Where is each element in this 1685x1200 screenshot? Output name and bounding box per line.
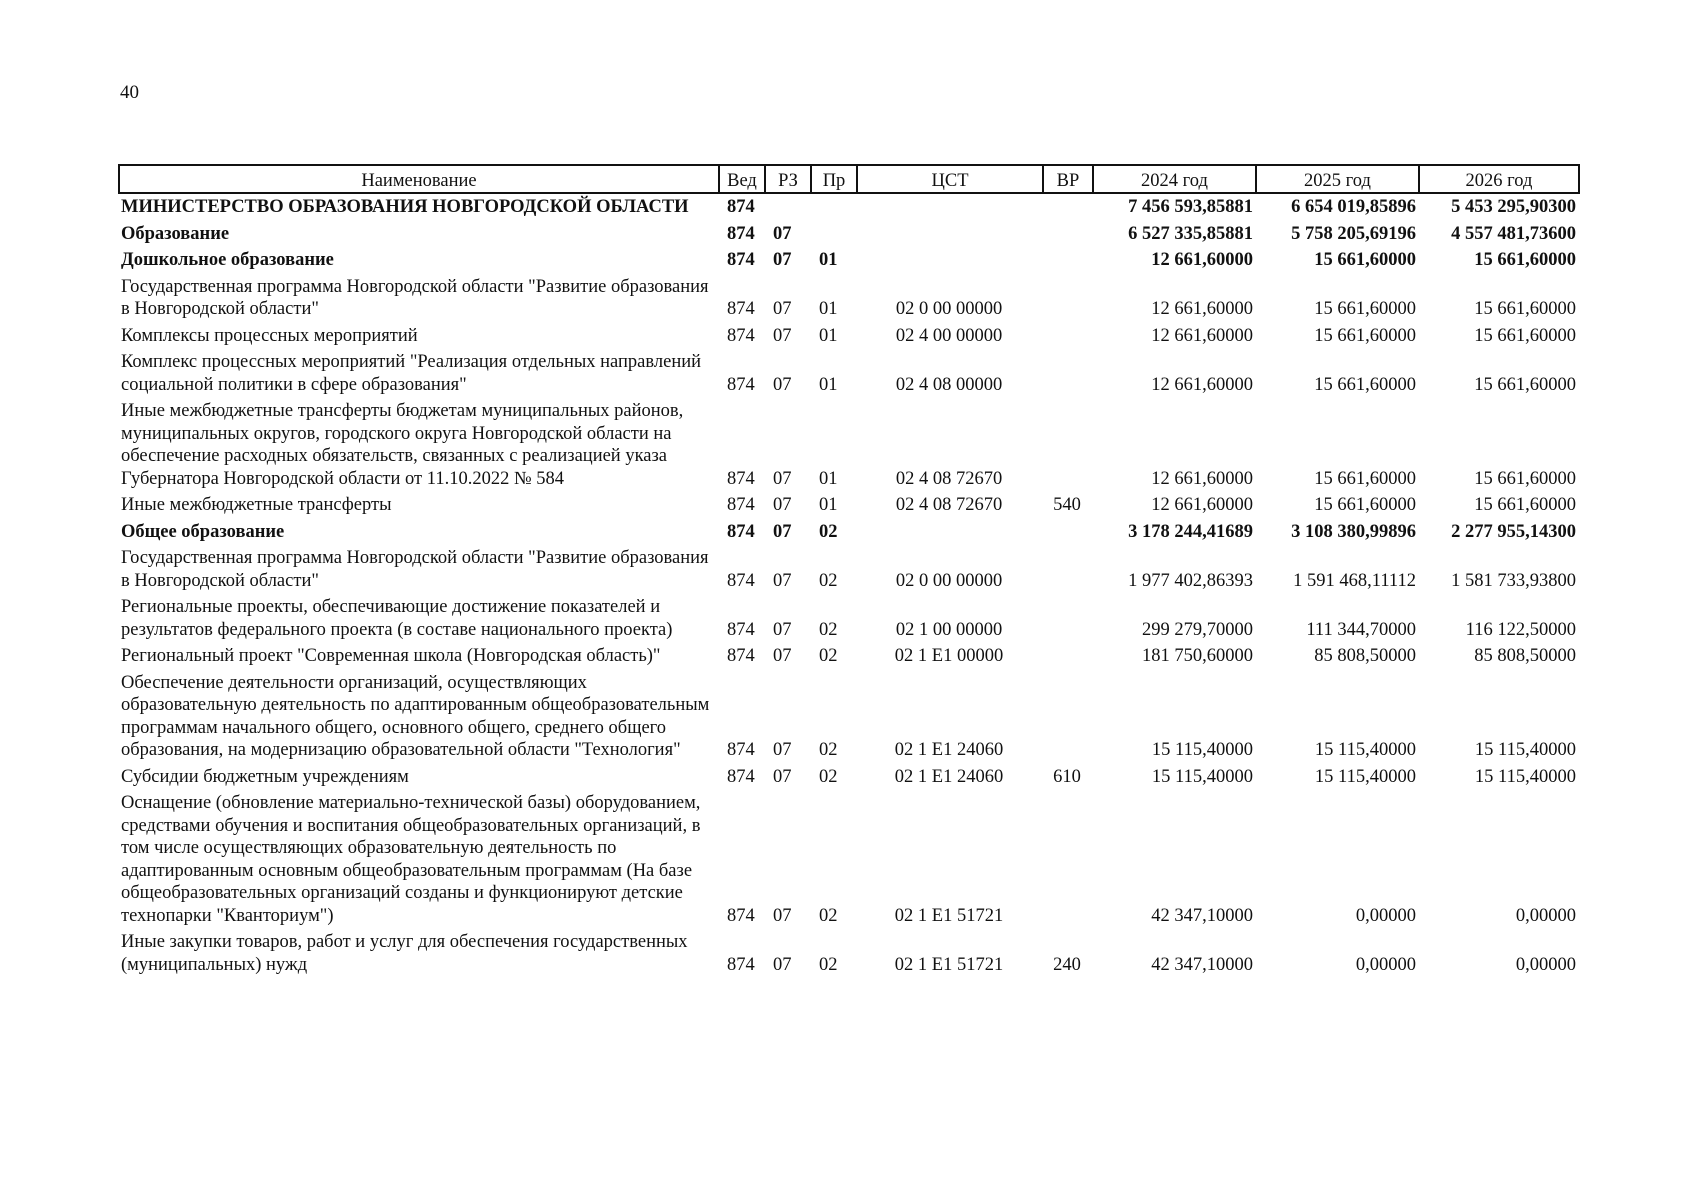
- row-ved-cell: 874: [727, 740, 755, 760]
- table-header: [119, 165, 1579, 193]
- row-rz-cell: 07: [773, 521, 792, 542]
- row-cst-cell: 02 4 08 72670: [895, 495, 1003, 515]
- row-rz-cell: 07: [773, 495, 792, 515]
- page-number: 40: [120, 82, 139, 103]
- row-2024-cell: 6 527 335,85881: [1128, 223, 1253, 244]
- row-name-cell: Обеспечение деятельности организаций, осуществляющих образовательную деятельность по адаптированным общеобразовательным программам начального общего, основного общего, среднего общего образования, на модернизацию образовательной области "Технология": [121, 672, 710, 760]
- row-rz-cell: 07: [773, 250, 792, 270]
- row-2024-cell: 12 661,60000: [1151, 495, 1253, 515]
- row-pr-cell: 01: [819, 250, 838, 270]
- row-ved-cell: 874: [727, 374, 755, 395]
- row-cst-cell: 02 0 00 00000: [895, 299, 1003, 319]
- table-row: [119, 929, 1579, 978]
- row-pr-cell: 02: [819, 570, 838, 591]
- row-rz-cell: 07: [773, 570, 792, 591]
- row-2024-cell: 12 661,60000: [1151, 299, 1253, 319]
- header-vr: ВР: [1043, 165, 1093, 193]
- row-2025-cell: 6 654 019,85896: [1291, 197, 1416, 217]
- row-2025-cell: 15 115,40000: [1314, 740, 1416, 760]
- table-row: [119, 247, 1579, 274]
- row-2024-cell: 7 456 593,85881: [1128, 197, 1253, 217]
- row-ved-cell: 874: [727, 495, 755, 515]
- row-2024-cell: 299 279,70000: [1142, 619, 1253, 640]
- row-cst-cell: 02 1 E1 51721: [894, 954, 1004, 975]
- row-vr-cell: [1043, 349, 1093, 398]
- row-2026-cell: 0,00000: [1515, 954, 1576, 975]
- row-2025-cell: 85 808,50000: [1314, 646, 1416, 666]
- row-name-cell: МИНИСТЕРСТВО ОБРАЗОВАНИЯ НОВГОРОДСКОЙ ОБЛАСТИ: [121, 197, 689, 217]
- row-2026-cell: 15 115,40000: [1474, 740, 1576, 760]
- row-2024-cell: 12 661,60000: [1151, 325, 1253, 346]
- row-pr-cell: 01: [819, 374, 838, 395]
- row-rz-cell: 07: [773, 740, 792, 760]
- row-name-cell: Иные межбюджетные трансферты бюджетам муниципальных районов, муниципальных округов, городского округа Новгородской области на обеспечение расходных обязательств, связанных с реализацией указа Губернатора Новгородской области от 11.10.2022 № 584: [121, 401, 684, 489]
- row-pr-cell: 02: [819, 905, 838, 926]
- row-2026-cell: 15 661,60000: [1474, 374, 1576, 395]
- row-vr-cell: [1043, 670, 1093, 764]
- row-ved-cell: 874: [727, 468, 755, 489]
- table-row: [119, 349, 1579, 398]
- row-ved-cell: 874: [727, 905, 755, 926]
- header-2024: 2024 год: [1093, 165, 1256, 193]
- header-cst: ЦСТ: [857, 165, 1043, 193]
- row-2024-cell: 12 661,60000: [1151, 250, 1253, 270]
- row-2025-cell: 15 661,60000: [1314, 325, 1416, 346]
- row-name-cell: Комплекс процессных мероприятий "Реализация отдельных направлений социальной политики в сфере образования": [121, 352, 702, 395]
- row-ved-cell: 874: [727, 619, 755, 640]
- row-pr-cell: 02: [819, 521, 838, 542]
- row-pr-cell: 02: [819, 954, 838, 975]
- row-rz-cell: 07: [773, 223, 792, 244]
- row-pr-cell: 01: [819, 299, 838, 319]
- row-2026-cell: 1 581 733,93800: [1451, 570, 1576, 591]
- table-row: [119, 764, 1579, 791]
- row-pr-cell: 01: [819, 325, 838, 346]
- row-ved-cell: 874: [727, 197, 755, 217]
- row-ved-cell: 874: [727, 521, 755, 542]
- row-cst-cell: [857, 221, 1043, 248]
- row-2024-cell: 1 977 402,86393: [1128, 570, 1253, 591]
- row-2025-cell: 1 591 468,11112: [1293, 570, 1416, 591]
- row-vr-cell: [1043, 545, 1093, 594]
- row-2025-cell: 15 115,40000: [1314, 766, 1416, 787]
- row-2024-cell: 15 115,40000: [1151, 740, 1253, 760]
- row-vr-cell: [1043, 594, 1093, 643]
- row-rz-cell: 07: [773, 905, 792, 926]
- row-vr-cell: [1043, 274, 1093, 323]
- row-name-cell: Образование: [121, 223, 230, 244]
- row-pr-cell: 01: [819, 468, 838, 489]
- row-2024-cell: 12 661,60000: [1151, 374, 1253, 395]
- row-2026-cell: 15 115,40000: [1474, 766, 1576, 787]
- table-row: [119, 790, 1579, 929]
- row-name-cell: Комплексы процессных мероприятий: [121, 325, 418, 346]
- row-2026-cell: 0,00000: [1515, 905, 1576, 926]
- row-vr-cell: [1043, 790, 1093, 929]
- row-2025-cell: 15 661,60000: [1314, 250, 1416, 270]
- row-rz-cell: 07: [773, 766, 792, 787]
- row-rz-cell: 07: [773, 954, 792, 975]
- row-2026-cell: 2 277 955,14300: [1451, 521, 1576, 542]
- row-name-cell: Субсидии бюджетным учреждениям: [121, 766, 409, 787]
- row-cst-cell: 02 1 E1 51721: [894, 905, 1004, 926]
- row-vr-cell: 540: [1053, 495, 1081, 515]
- row-2025-cell: 15 661,60000: [1314, 299, 1416, 319]
- table-row: [119, 323, 1579, 350]
- header-2025: 2025 год: [1256, 165, 1419, 193]
- table-body: [119, 193, 1579, 978]
- row-2026-cell: 15 661,60000: [1474, 495, 1576, 515]
- row-vr-cell: [1043, 193, 1093, 221]
- table-row: [119, 398, 1579, 492]
- row-cst-cell: [857, 247, 1043, 274]
- row-pr-cell: 02: [819, 740, 838, 760]
- row-vr-cell: 240: [1053, 954, 1081, 975]
- row-2026-cell: 15 661,60000: [1474, 325, 1576, 346]
- row-cst-cell: 02 1 E1 24060: [894, 740, 1004, 760]
- row-2024-cell: 15 115,40000: [1151, 766, 1253, 787]
- row-2026-cell: 15 661,60000: [1474, 250, 1576, 270]
- row-ved-cell: 874: [727, 646, 755, 666]
- header-pr: Пр: [811, 165, 857, 193]
- table-row: [119, 670, 1579, 764]
- row-rz-cell: 07: [773, 325, 792, 346]
- row-2024-cell: 181 750,60000: [1142, 646, 1253, 666]
- row-ved-cell: 874: [727, 250, 755, 270]
- row-name-cell: Дошкольное образование: [121, 250, 334, 270]
- row-2025-cell: 0,00000: [1355, 954, 1416, 975]
- row-ved-cell: 874: [727, 223, 755, 244]
- table-row: [119, 643, 1579, 670]
- row-2026-cell: 116 122,50000: [1465, 619, 1576, 640]
- table-row: [119, 594, 1579, 643]
- row-rz-cell: 07: [773, 299, 792, 319]
- row-rz-cell: 07: [773, 374, 792, 395]
- table-row: [119, 274, 1579, 323]
- row-rz-cell: [765, 193, 811, 221]
- row-name-cell: Общее образование: [121, 521, 285, 542]
- header-ved: Вед: [719, 165, 765, 193]
- row-2025-cell: 15 661,60000: [1314, 468, 1416, 489]
- row-2025-cell: 0,00000: [1355, 905, 1416, 926]
- row-2025-cell: 15 661,60000: [1314, 374, 1416, 395]
- row-2024-cell: 42 347,10000: [1151, 905, 1253, 926]
- row-name-cell: Иные закупки товаров, работ и услуг для обеспечения государственных (муниципальных) нужд: [121, 932, 688, 975]
- row-vr-cell: [1043, 398, 1093, 492]
- table-row: [119, 545, 1579, 594]
- row-name-cell: Государственная программа Новгородской области "Развитие образования в Новгородской области": [121, 276, 709, 319]
- row-pr-cell: [811, 221, 857, 248]
- row-vr-cell: [1043, 247, 1093, 274]
- row-cst-cell: 02 1 E1 00000: [894, 646, 1004, 666]
- row-2025-cell: 111 344,70000: [1306, 619, 1416, 640]
- header-name: Наименование: [119, 165, 719, 193]
- row-name-cell: Оснащение (обновление материально-технической базы) оборудованием, средствами обучения и воспитания общеобразовательных организаций, в том числе осуществляющих образовательную деятельность по адаптированным основным общеобразовательным программам (На базе общеобразовательных организаций созданы и функционируют детские технопарки "Кванториум"): [121, 793, 701, 926]
- row-vr-cell: [1043, 221, 1093, 248]
- row-2025-cell: 5 758 205,69196: [1291, 223, 1416, 244]
- row-pr-cell: [811, 193, 857, 221]
- row-vr-cell: [1043, 323, 1093, 350]
- row-vr-cell: 610: [1053, 766, 1081, 787]
- row-cst-cell: [857, 519, 1043, 546]
- table-row: [119, 221, 1579, 248]
- table-row: [119, 193, 1579, 221]
- header-rz: РЗ: [765, 165, 811, 193]
- row-2025-cell: 3 108 380,99896: [1291, 521, 1416, 542]
- row-name-cell: Иные межбюджетные трансферты: [121, 495, 392, 515]
- table-row: [119, 519, 1579, 546]
- row-cst-cell: 02 4 08 72670: [895, 468, 1003, 489]
- table-row: [119, 492, 1579, 519]
- budget-table: [118, 164, 1580, 978]
- row-2026-cell: 15 661,60000: [1474, 468, 1576, 489]
- row-pr-cell: 02: [819, 766, 838, 787]
- row-ved-cell: 874: [727, 954, 755, 975]
- row-cst-cell: 02 4 08 00000: [895, 374, 1003, 395]
- row-rz-cell: 07: [773, 646, 792, 666]
- header-2026: 2026 год: [1419, 165, 1579, 193]
- row-2026-cell: 85 808,50000: [1474, 646, 1576, 666]
- row-ved-cell: 874: [727, 570, 755, 591]
- row-pr-cell: 01: [819, 495, 838, 515]
- row-vr-cell: [1043, 643, 1093, 670]
- row-2025-cell: 15 661,60000: [1314, 495, 1416, 515]
- row-2024-cell: 42 347,10000: [1151, 954, 1253, 975]
- row-name-cell: Региональный проект "Современная школа (Новгородская область)": [121, 646, 661, 666]
- row-cst-cell: 02 4 00 00000: [895, 325, 1003, 346]
- row-cst-cell: 02 1 E1 24060: [894, 766, 1004, 787]
- row-2024-cell: 12 661,60000: [1151, 468, 1253, 489]
- row-vr-cell: [1043, 519, 1093, 546]
- row-2026-cell: 5 453 295,90300: [1451, 197, 1576, 217]
- row-ved-cell: 874: [727, 325, 755, 346]
- row-cst-cell: 02 1 00 00000: [895, 619, 1003, 640]
- row-rz-cell: 07: [773, 619, 792, 640]
- row-cst-cell: [857, 193, 1043, 221]
- row-ved-cell: 874: [727, 766, 755, 787]
- row-pr-cell: 02: [819, 646, 838, 666]
- row-ved-cell: 874: [727, 299, 755, 319]
- row-cst-cell: 02 0 00 00000: [895, 570, 1003, 591]
- row-rz-cell: 07: [773, 468, 792, 489]
- row-pr-cell: 02: [819, 619, 838, 640]
- row-name-cell: Государственная программа Новгородской области "Развитие образования в Новгородской области": [121, 548, 709, 591]
- row-2026-cell: 15 661,60000: [1474, 299, 1576, 319]
- row-name-cell: Региональные проекты, обеспечивающие достижение показателей и результатов федерального проекта (в составе национального проекта): [121, 597, 673, 640]
- row-2024-cell: 3 178 244,41689: [1128, 521, 1253, 542]
- row-2026-cell: 4 557 481,73600: [1451, 223, 1576, 244]
